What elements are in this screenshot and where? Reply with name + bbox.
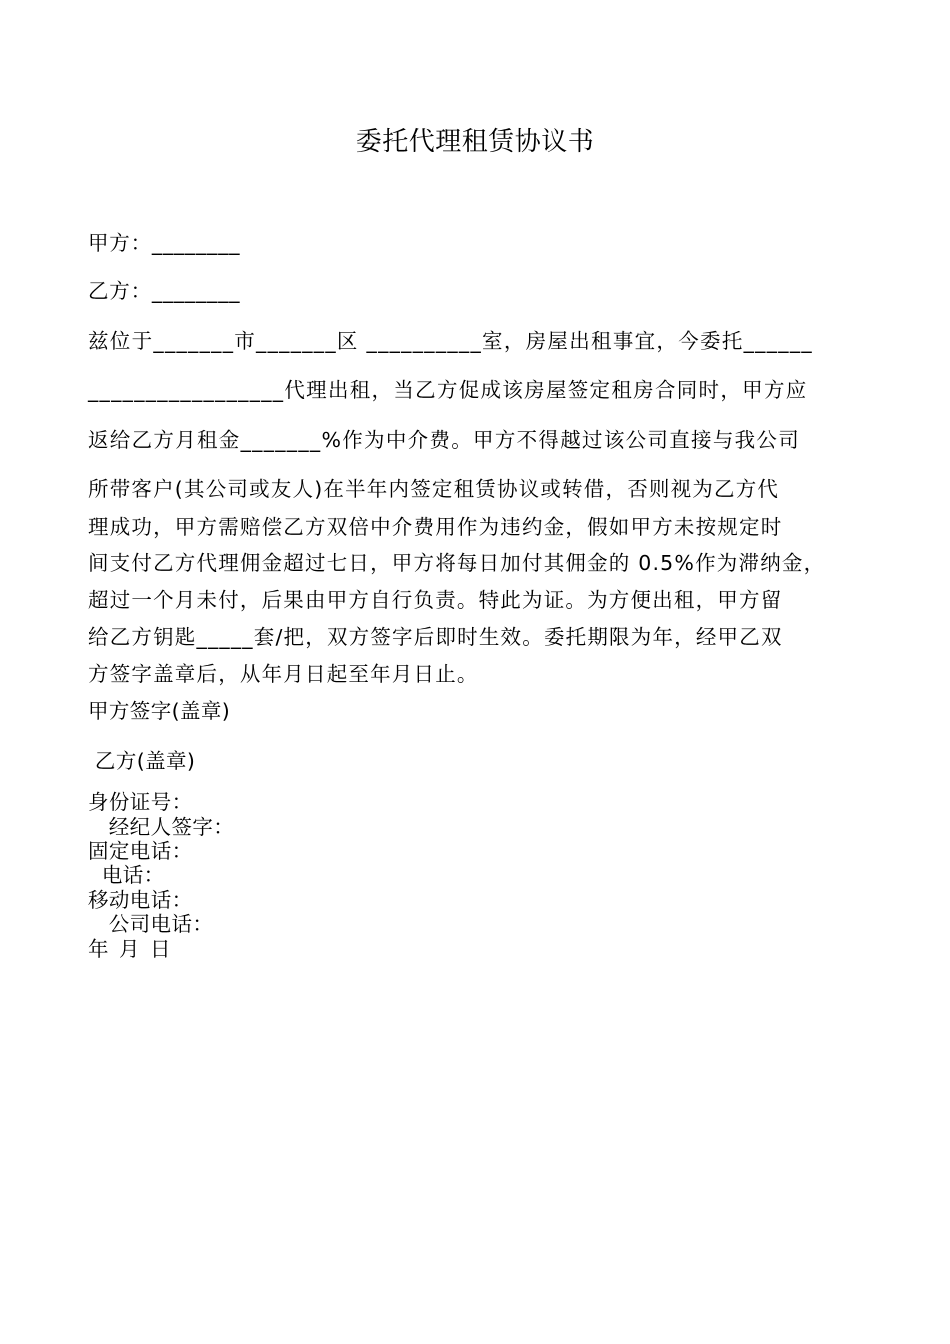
paragraph-line: 方签字盖章后，从年月日起至年月日止。 (88, 662, 479, 686)
paragraph-line: 所带客户(其公司或友人)在半年内签定租赁协议或转借，否则视为乙方代 (88, 477, 780, 501)
party-a-signature: 甲方签字(盖章) (88, 699, 231, 723)
landline-label: 固定电话： (88, 839, 193, 863)
party-a-line: 甲方：________ (88, 231, 241, 255)
company-phone-label: 公司电话： (88, 912, 214, 936)
paragraph-line: 给乙方钥匙_____套/把，双方签字后即时生效。委托期限为年，经甲乙双 (88, 625, 783, 649)
id-number-label: 身份证号： (88, 790, 193, 814)
paragraph-line: 返给乙方月租金_______%作为中介费。甲方不得越过该公司直接与我公司 (88, 428, 801, 452)
mobile-label: 移动电话： (88, 888, 193, 912)
paragraph-line: _________________代理出租，当乙方促成该房屋签定租房合同时，甲方应 (88, 378, 808, 402)
date-line: 年 月 日 (88, 937, 173, 961)
phone-label: 电话： (88, 863, 165, 887)
party-b-seal: 乙方(盖章) (88, 749, 196, 773)
party-b-line: 乙方：________ (88, 279, 241, 303)
paragraph-line: 兹位于_______市_______区 __________室，房屋出租事宜，今委托______ (88, 329, 813, 353)
paragraph-line: 超过一个月未付，后果由甲方自行负责。特此为证。为方便出租，甲方留 (88, 588, 783, 612)
document-title: 委托代理租赁协议书 (355, 127, 595, 157)
paragraph-line: 间支付乙方代理佣金超过七日，甲方将每日加付其佣金的 0.5%作为滞纳金， (88, 551, 826, 575)
paragraph-line: 理成功，甲方需赔偿乙方双倍中介费用作为违约金，假如甲方未按规定时 (88, 515, 783, 539)
agent-signature-label: 经纪人签字： (88, 815, 235, 839)
